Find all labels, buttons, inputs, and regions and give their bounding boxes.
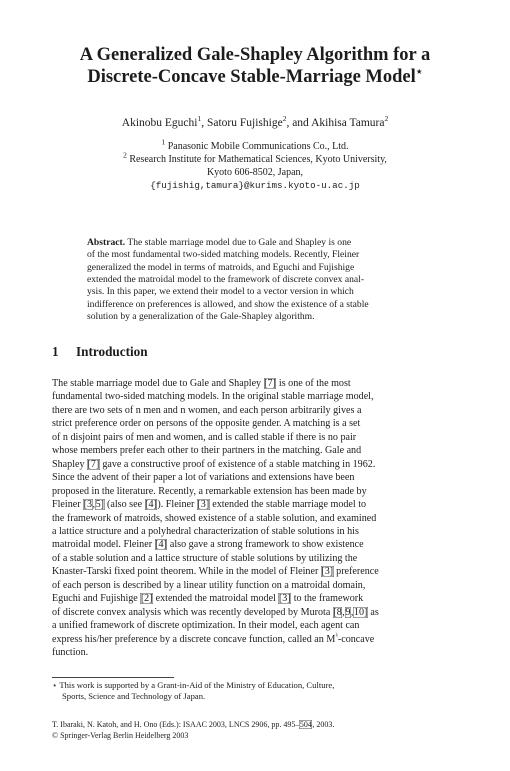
text-run: (also see	[104, 499, 145, 511]
body-line: a lattice structure and a polyhedral characterization of stable solutions in his	[52, 525, 359, 537]
author-separator: , and	[286, 117, 312, 129]
text-run: to the framework	[291, 593, 364, 605]
page-link[interactable]: 504	[299, 720, 312, 729]
affiliation-text: Research Institute for Mathematical Sciences, Kyoto University,	[129, 154, 387, 165]
body-line	[52, 377, 461, 390]
body-line: of each person is described by a linear utility function on a matroidal domain,	[52, 579, 366, 591]
introduction-body	[52, 377, 461, 660]
body-text	[52, 538, 364, 551]
affiliation-marker: 2	[123, 150, 127, 160]
affiliations	[40, 137, 470, 192]
title-line-2-text: Discrete-Concave Stable-Marriage Model	[87, 67, 416, 87]
text-run: extended the matroidal model	[153, 593, 279, 605]
body-line: proposed in the literature. Recently, a remarkable extension has been made by	[52, 485, 367, 497]
section-title: Introduction	[76, 344, 148, 359]
body-line	[52, 498, 461, 511]
author-name: Akinobu Eguchi	[121, 117, 198, 129]
citation-link[interactable]: [2]	[140, 593, 153, 605]
text-run: Knaster-Tarski fixed point theorem. While in the model of Fleiner	[52, 566, 321, 578]
affiliation-marker: 1	[161, 137, 166, 147]
section-number: 1	[52, 344, 59, 359]
text-run: also gave a strong framework to show existence	[167, 539, 364, 551]
body-line: whose members prefer each other to their partners in the matching. Gale and	[52, 445, 362, 457]
text-run: -concave	[337, 633, 375, 645]
citation-link[interactable]: [4]	[145, 499, 157, 511]
affiliation-1	[40, 137, 470, 153]
text-run: is one of the most	[276, 378, 351, 389]
body-line	[52, 565, 461, 578]
title-footnote-mark: ⋆	[415, 65, 423, 78]
affiliation-marker: 2	[384, 114, 389, 124]
copyright-notice: © Springer-Verlag Berlin Heidelberg 2003	[52, 730, 189, 740]
citation-link[interactable]: [7]	[264, 378, 276, 389]
body-line: Since the advent of their paper a lot of variations and extensions have been	[52, 472, 355, 484]
text-run: ,	[342, 606, 345, 618]
citation-link[interactable]: [3	[83, 499, 93, 511]
body-text	[52, 633, 374, 646]
text-run: Shapley	[52, 458, 88, 470]
abstract	[87, 237, 423, 323]
body-line: of a stable solution and a lattice structure of stable solutions by utilizing the	[52, 552, 358, 564]
footnote-text: This work is supported by a Grant-in-Aid of the Ministry of Education, Culture,	[57, 680, 335, 690]
citation-link[interactable]: [7]	[87, 458, 100, 470]
body-line: there are two sets of n men and n women, and each person arbitrarily gives a	[52, 404, 362, 416]
citation-link[interactable]: [8	[333, 606, 342, 618]
text-run: gave a constructive proof of existence of a stable matching in 1962.	[99, 458, 376, 470]
abstract-line: generalized the model in terms of matroids, and Eguchi and Fujishige	[87, 261, 355, 273]
text-run: as	[367, 606, 379, 618]
abstract-line-text: The stable marriage model due to Gale and Shapley is one	[127, 237, 352, 248]
section-heading	[52, 344, 148, 360]
body-text	[52, 565, 379, 578]
publication-citation	[52, 720, 461, 731]
author-email: {fujishig,tamura}@kurims.kyoto-u.ac.jp	[150, 180, 360, 191]
body-text	[52, 498, 366, 511]
citation-link[interactable]: [3]	[321, 566, 334, 578]
affiliation-marker: 2	[282, 114, 287, 124]
body-text	[52, 592, 363, 605]
body-line: strict preference order on persons of the opposite gender. A matching is a set	[52, 418, 361, 430]
affiliation-2	[40, 150, 470, 166]
text-run: express his/her preference by a discrete concave function, called an M	[52, 633, 336, 645]
author-list	[40, 114, 470, 129]
abstract-first-line	[87, 237, 351, 249]
body-line: function.	[52, 647, 89, 659]
abstract-line: solution by a generalization of the Gale-Shapley algorithm.	[87, 311, 315, 323]
citation-link[interactable]: 10]	[353, 606, 368, 618]
affiliation-text: Panasonic Mobile Communications Co., Ltd.	[167, 141, 349, 152]
author-name: Satoru Fujishige	[206, 117, 283, 129]
title-line-1: A Generalized Gale-Shapley Algorithm for a	[79, 45, 431, 65]
footnote	[52, 680, 461, 702]
text-run: Fleiner	[52, 499, 84, 511]
text-run: The stable marriage model due to Gale and Shapley	[52, 378, 264, 389]
body-line	[52, 592, 461, 605]
body-text	[52, 458, 375, 471]
text-run: ). Fleiner	[157, 499, 197, 511]
citation-text: T. Ibaraki, N. Katoh, and H. Ono (Eds.): ISAAC 2003, LNCS 2906, pp. 495–	[52, 720, 300, 729]
text-run: ,	[92, 499, 96, 511]
body-line	[52, 606, 461, 619]
citation-link[interactable]: [3]	[197, 499, 210, 511]
paper-title	[40, 44, 470, 88]
body-text	[52, 606, 379, 619]
body-line: the framework of matroids, showed existence of a stable solution, and examined	[52, 512, 377, 524]
affiliation-2-address: Kyoto 606-8502, Japan,	[206, 167, 304, 178]
citation-link[interactable]: 9	[345, 606, 351, 618]
body-line: of n disjoint pairs of men and women, and is called stable if there is no pair	[52, 431, 357, 443]
body-line	[52, 458, 461, 471]
text-run: ,	[350, 606, 354, 618]
natural-sign: ♮	[335, 631, 338, 640]
text-run: preference	[333, 566, 379, 578]
citation-text: , 2003.	[312, 720, 335, 729]
text-run: extended the stable marriage model to	[209, 499, 367, 511]
affiliation-marker: 1	[197, 114, 202, 124]
title-line-2	[40, 66, 470, 88]
author-separator: ,	[201, 117, 207, 129]
text-run: matroidal model. Fleiner	[52, 539, 155, 551]
text-run: Eguchi and Fujishige	[52, 593, 141, 605]
footnote-line	[52, 680, 461, 691]
abstract-line: indifference on preferences is allowed, and show the existence of a stable	[87, 298, 369, 310]
abstract-label: Abstract.	[87, 237, 126, 248]
body-line: fundamental two-sided matching models. In the original stable marriage model,	[52, 391, 374, 403]
body-line: a unified framework of discrete optimization. In their model, each agent can	[52, 620, 360, 632]
abstract-line	[87, 237, 423, 249]
body-line	[52, 633, 461, 646]
footnote-line: Sports, Science and Technology of Japan.	[62, 691, 206, 701]
citation-link[interactable]: [3]	[278, 593, 291, 605]
publication-info	[52, 720, 461, 741]
text-run: of discrete convex analysis which was recently developed by Murota	[52, 606, 333, 618]
footnote-rule	[52, 677, 174, 678]
citation-link[interactable]: 5]	[95, 499, 104, 511]
abstract-line: ysis. In this paper, we extend their model to a vector version in which	[87, 286, 354, 298]
body-text	[52, 377, 351, 390]
footnote-mark: ⋆	[52, 680, 58, 690]
author-name: Akihisa Tamura	[311, 117, 385, 129]
citation-link[interactable]: [4]	[155, 539, 167, 551]
abstract-line: extended the matroidal model to the framework of discrete convex anal-	[87, 274, 365, 286]
abstract-line: of the most fundamental two-sided matching models. Recently, Fleiner	[87, 249, 360, 261]
body-line	[52, 538, 461, 551]
